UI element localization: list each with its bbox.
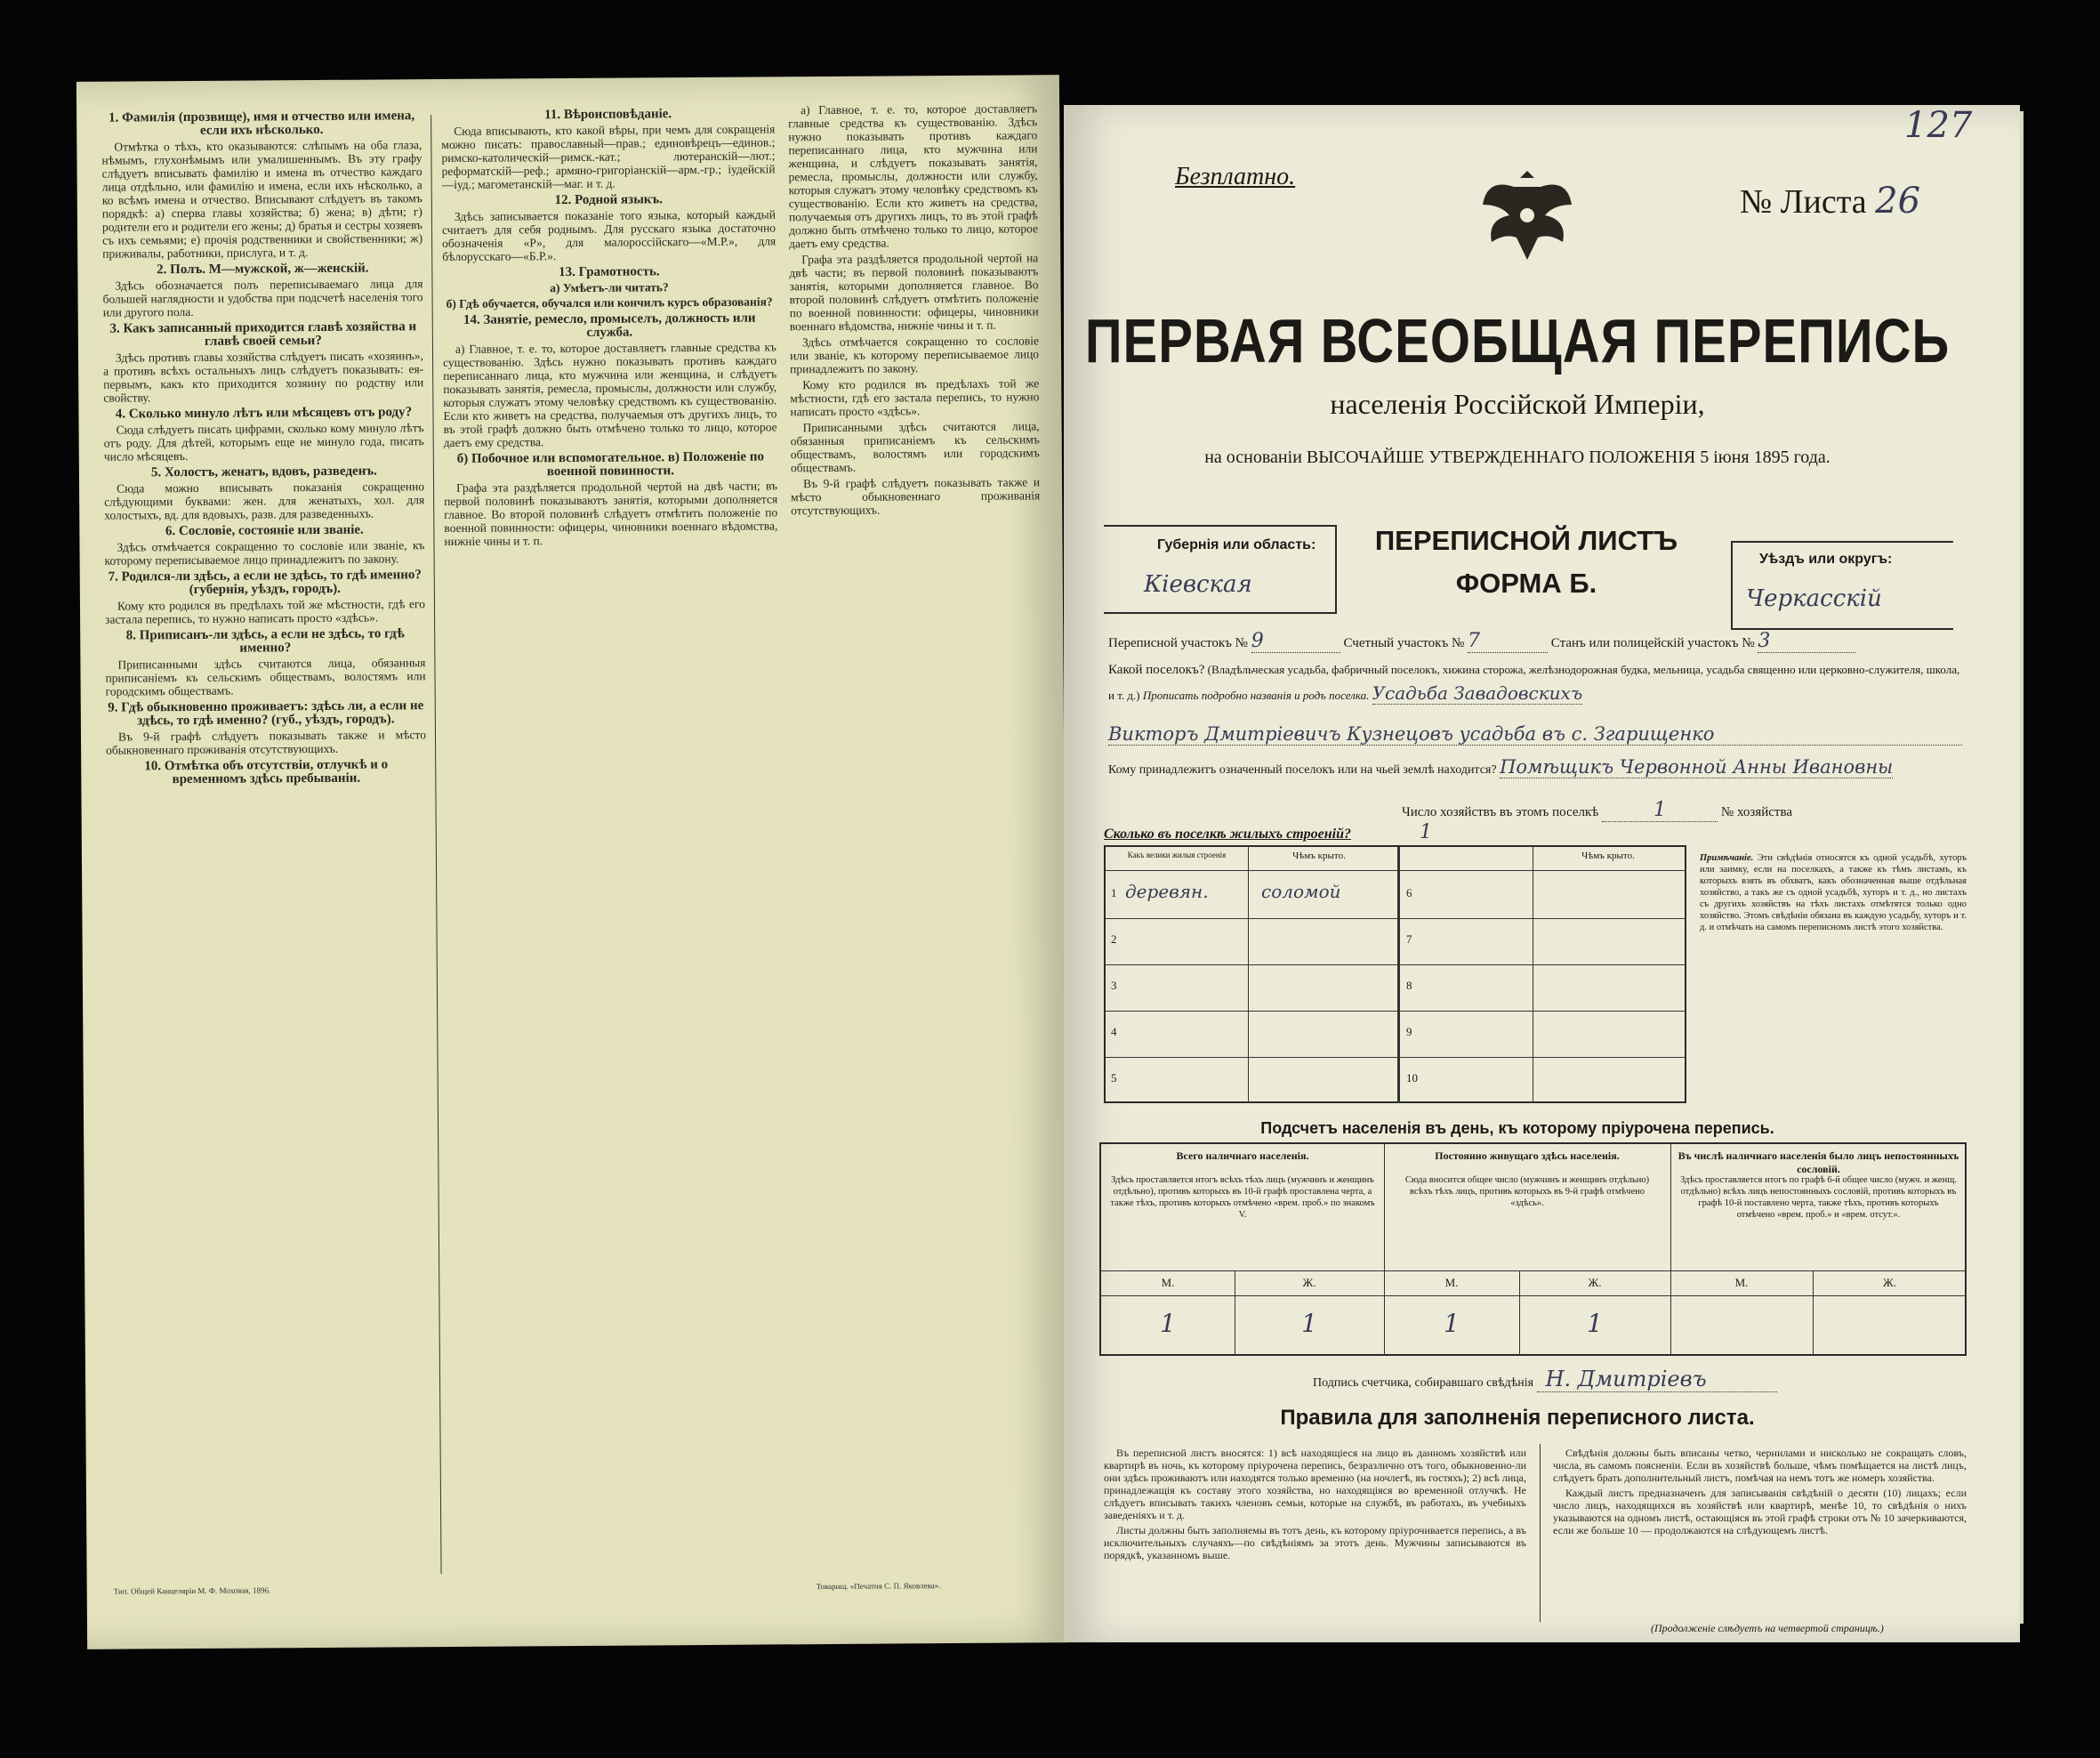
section-text: Здѣсь противъ главы хозяйства слѣдуетъ писать «хозяинъ», а противъ всѣхъ остальныхъ лицъ слѣдуетъ показывать: ея-первымъ, какъ кто приходится хозяину по родству или свойству. [103,349,424,405]
section-text: Въ 9-й графѣ слѣдуетъ показывать также и мѣсто обыкновеннаго проживанія отсутствующихъ. [106,728,427,757]
rules-right-text: Свѣдѣнія должны быть вписаны четко, чернилами и нисколько не сокращать словъ, числа, въ самомъ поясненіи. Если въ хозяйствѣ больше, чѣмъ помѣщается на листѣ лицъ, слѣдуетъ брать дополнительный листъ, помѣчая на немъ тотъ же номеръ хозяйства. [1553,1447,1967,1484]
section-heading: б) Побочное или вспомогательное. в) Положеніе по военной повинности. [456,449,765,480]
tally-col-title: Постоянно живущаго здѣсь населенія. [1435,1149,1620,1162]
section-heading: 10. Отмѣтка объ отсутствіи, отлучкѣ и о временномъ здѣсь пребываніи. [144,757,389,787]
col3-text-5: Приписанными здѣсь считаются лица, обязанныя приписаніемъ къ сельскимъ обществамъ, волостямъ или городскимъ обществамъ. [790,419,1040,475]
building-row-number: 1 [1111,886,1117,899]
uezd-box [1731,541,1953,630]
rules-left-column [1104,1447,1526,1625]
households-label: Число хозяйствъ въ этомъ поселкѣ [1402,805,1599,819]
rules-left-text: Въ переписной листъ вносятся: 1) всѣ находящіеся на лицо въ данномъ хозяйствѣ или квартирѣ въ ночь, къ которому пріурочена перепись, безразлично отъ того, обыкновенно-ли они здѣсь проживаютъ или находятся только временно (на ночлегѣ, въ гостяхъ); 2) всѣ лица, принадлежащія къ составу этого хозяйства, но находящіяся во временной отлучкѣ. Не слѣдуетъ вписывать такихъ членовъ семьи, которые на службѣ, въ работахъ, въ учебныхъ заведеніяхъ и т. д. [1104,1447,1526,1521]
column-divider [430,115,441,1574]
tally-col-title: Всего наличнаго населенія. [1176,1149,1309,1162]
building-row-number: 5 [1111,1071,1117,1085]
footer-left: Тип. Общей Канцеляріи М. Ф. Моховая, 1896. [113,1585,271,1596]
section-heading: 2. Полъ. М—мужской, ж—женскій. [157,261,369,278]
owner-value: Помѣщикъ Червонной Анны Ивановны [1500,756,1894,778]
building-row-number-right: 7 [1406,932,1412,946]
sheet-label: № Листа [1740,183,1867,221]
rules-right-text-2: Каждый листъ предназначенъ для записыванія свѣдѣній о десяти (10) лицахъ; если число лицъ, находящихся въ хозяйствѣ или квартирѣ, менѣе 10, то свѣдѣнія о нихъ указываются на одномъ листѣ, остающіяся въ этой графѣ строки отъ № 10 зачеркиваются, если же больше 10 — продолжаются на слѣдующемъ листѣ. [1553,1487,1967,1536]
section-text: Здѣсь обозначается полъ переписываемаго лица для большей наглядности и удобства при подсчетѣ населенія того или другого пола. [102,277,423,319]
settlement-hint2: Прописать подробно названія и родъ поселка. [1142,689,1370,702]
building-row-number-right: 8 [1406,979,1412,992]
tally-col-desc: Здѣсь проставляется итогъ всѣхъ тѣхъ лицъ (мужчинъ и женщинъ отдѣльно), противъ которыхъ въ 10-й графѣ проставлена черта, а также тѣхъ, противъ которыхъ отмѣчено «врем. проб.» по знакомъ V. [1110,1175,1375,1220]
buildings-table [1104,845,1686,1103]
settlement-label: Какой поселокъ? [1108,663,1205,677]
section-text: Здѣсь записывается показаніе того языка, который каждый считаетъ для себя роднымъ. Для русскаго языка достаточно обозначенія «Р», для малороссійскаго—«М.Р.», для бѣлорусскаго—«Б.Р.». [441,207,776,264]
gubernia-value: Кіевская [1144,571,1252,598]
building-material: деревян. [1125,881,1209,902]
section-heading: 11. Вѣроисповѣданіе. [544,107,672,123]
form-basis: на основаніи ВЫСОЧАЙШЕ УТВЕРЖДЕННАГО ПОЛОЖЕНІЯ 5 іюня 1895 года. [1204,448,1830,467]
uezd-value: Черкасскій [1746,585,1882,612]
settlement-value: Усадьба Завадовскихъ [1372,682,1583,704]
col3-text-2: Графа эта раздѣляется продольной чертой на двѣ части; въ первой половинѣ показываютъ занятія, которыми дополняется главное. Во второй половинѣ слѣдуетъ отмѣтить положеніе по военной повинности: офицеры, чиновники военнаго вѣдомства, нижніе чины и т. п. [789,251,1039,334]
col1-sections [101,109,426,786]
form-subtitle: населенія Россійской Имперіи, [1330,388,1705,420]
building-row-number: 2 [1111,932,1117,946]
col3-text-6: Въ 9-й графѣ слѣдуетъ показывать также и мѣсто обыкновеннаго проживанія отсутствующихъ. [791,475,1041,518]
section-heading: 5. Холостъ, женатъ, вдовъ, разведенъ. [150,464,377,480]
tally-sex-label: М. [1161,1276,1175,1289]
footer-right: Товарищ. «Печатня С. П. Яковлева». [816,1581,941,1592]
building-roof: соломой [1261,881,1341,902]
rules-title: Правила для заполненія переписного листа. [1280,1406,1755,1430]
signature-value: Н. Дмитріевъ [1537,1367,1777,1392]
sheet-number-label [1740,181,1920,222]
household-no-label: № хозяйства [1720,805,1793,819]
census-district-value: 9 [1251,630,1340,653]
form-title: ПЕРВАЯ ВСЕОБЩАЯ ПЕРЕПИСЬ [1084,306,1951,376]
building-row-number-right: 9 [1406,1025,1412,1038]
left-column-2 [441,103,785,1574]
section-text: Сюда слѣдуетъ писать цифрами, сколько кому минуло лѣтъ отъ роду. Для дѣтей, которымъ еще не минуло года, писать число мѣсяцевъ. [103,421,424,464]
section-heading: 1. Фамилія (прозвище), имя и отчество или имена, если ихъ нѣсколько. [109,109,415,138]
section-heading: 12. Родной языкъ. [554,192,664,208]
buildings-header-left-2: Чѣмъ крыто. [1292,851,1346,861]
section-text: Кому кто родился въ предѣлахъ той же мѣстности, гдѣ его застала перепись, то нужно написать просто «здѣсь». [105,597,426,626]
households-row [1402,799,1971,822]
left-page [76,75,1070,1649]
buildings-label: Сколько въ поселкѣ жилыхъ строеній? [1104,827,1351,842]
stan-value: 3 [1758,630,1855,653]
tally-value: 1 [1301,1309,1317,1338]
households-value: 1 [1602,799,1718,822]
right-page [1064,105,2020,1642]
left-column-3 [788,101,1047,1491]
col3-text-3: Здѣсь отмѣчается сокращенно то сословіе или званіе, къ которому переписываемое лицо принадлежитъ по закону. [789,334,1040,376]
rules-divider [1540,1444,1541,1622]
table-row-line [1106,1011,1686,1012]
col3-text-4: Кому кто родился въ предѣлахъ той же мѣстности, гдѣ его застала перепись, то нужно написать просто «здѣсь». [790,376,1040,419]
districts-row [1108,630,1962,653]
section-text: Приписанными здѣсь считаются лица, обязанныя приписаніемъ къ сельскимъ обществамъ, волостямъ или городскимъ обществамъ. [105,656,426,698]
col2-sections [441,107,777,548]
form-name: ФОРМА Б. [1455,568,1597,599]
page-number: 127 [1904,105,1973,146]
section-heading: 8. Приписанъ-ли здѣсь, а если не здѣсь, то гдѣ именно? [125,626,405,656]
tally-value: 1 [1444,1309,1460,1338]
left-column-1 [101,106,432,1576]
tally-value: 1 [1587,1309,1603,1338]
buildings-header-right-2: Чѣмъ крыто. [1581,851,1635,861]
buildings-value: 1 [1420,821,1432,843]
table-header-line [1106,870,1686,871]
note-text: Эти свѣдѣнія относятся къ одной усадьбѣ, хуторъ или заимку, если на поселкахъ, а также къ тѣмъ листамъ, къ которыхъ взять въ обхватъ, какъ обозначенная выше отдѣльная хозяйство, а такъ же съ одной усадьбѣ, хуторъ и т. д., но листахъ съ другихъ хозяйствъ на тѣхъ листахъ отмѣтятся только одно хозяйство. Этомъ свѣдѣніи обязана въ каждую усадьбу, хуторъ и т. д. и отмѣчать на самомъ переписномъ листѣ этого хозяйства. [1700,853,1967,932]
literacy-subheading: б) Гдѣ обучается, обучался или кончилъ курсъ образованія? [446,294,773,310]
section-heading: 13. Грамотность. [559,264,660,280]
col3-text-1: а) Главное, т. е. то, которое доставляетъ главные средства къ существованію. Здѣсь нужно показывать противъ каждаго переписаннаго лица, кто мужчина или женщина, и слѣдуетъ показывать занятія, ремесла, промыслы, должности или службу, которыя служатъ этому человѣку средствомъ къ существованію. Если кто живетъ на средства, получаемыя отъ другихъ лицъ, то въ этой графѣ должно быть отмѣчено только то лицо, которое даетъ ему средства. [788,101,1039,251]
census-district-label: Переписной участокъ № [1108,636,1248,650]
table-row-line [1106,1057,1686,1058]
table-split [1397,847,1400,1103]
tally-col-desc: Здѣсь проставляется итогъ по графѣ 6-й общее число (мужч. и женщ. отдѣльно) всѣхъ лицъ непостоянныхъ сословій, противъ которыхъ въ графѣ 10-й поставлено черта, также тѣхъ, противъ которыхъ отмѣчено «врем. проб.» и «врем. отсут.». [1680,1175,1957,1220]
owner-row [1108,754,1962,783]
owner-label: Кому принадлежитъ означенный поселокъ или на чьей землѣ находится? [1108,763,1497,777]
building-row-number: 3 [1111,979,1117,992]
tally-line [1101,1295,1967,1296]
section-text: Графа эта раздѣляется продольной чертой на двѣ части; въ первой половинѣ показываютъ занятія, которыми дополняется главное. Во второй половинѣ слѣдуетъ отмѣтить положеніе по военной повинности: офицеры, чиновники военнаго вѣдомства, нижніе чины и т. п. [444,479,778,549]
signature-label: Подпись счетчика, собиравшаго свѣдѣнія [1313,1376,1534,1390]
tally-col-desc: Сюда вносится общее число (мужчинъ и женщинъ отдѣльно) всѣхъ тѣхъ лицъ, противъ которыхъ въ 9-й графѣ отмѣчено «здѣсь». [1404,1175,1650,1208]
tally-sex-label: Ж. [1588,1276,1602,1289]
table-row-line [1106,918,1686,919]
building-row-number-right: 6 [1406,886,1412,899]
section-heading: 6. Сословіе, состояніе или званіе. [165,522,364,539]
tally-sex-label: Ж. [1302,1276,1316,1289]
note-block [1700,852,1967,933]
eagle-emblem-icon [1478,160,1576,267]
uezd-label: Уѣздъ или округъ: [1759,552,1893,567]
gubernia-label: Губернія или область: [1157,537,1316,552]
section-text: Сюда вписывають, кто какой вѣры, при чемъ для сокращенія можно писать: православный—прав.; единовѣрецъ—единов.; римско-католическій—римск.-кат.; лютеранскій—лют.; реформатскій—реф.; армяно-григоріанскій—арм.-гр.; іудейскій—іуд.; магометанскій—маг. и т. д. [441,122,776,192]
stan-label: Станъ или полицейскій участокъ № [1550,636,1755,650]
sheet-number: 26 [1875,181,1921,222]
form-sheet-title: ПЕРЕПИСНОЙ ЛИСТЪ [1374,525,1678,556]
rules-left-text-2: Листы должны быть заполняемы въ тотъ день, къ которому пріурочивается перепись, а въ исключительныхъ случаяхъ—по свѣдѣніямъ за этотъ день. Мужчины записываются въ порядкѣ, указанномъ выше. [1104,1524,1526,1561]
section-text: Отмѣтка о тѣхъ, кто оказываются: слѣпымъ на оба глаза, нѣмымъ, глухонѣмымъ или умалишеннымъ. Въ эту графу слѣдуетъ вписывать фамилію и имена въ отчество каждаго лица отдѣльно, или фамилію и имена, если ихъ нѣсколько, а ко всѣмъ имена и отчество. Вписывают слѣдуетъ въ такомъ порядкѣ: а) сперва главы хозяйства; б) жена; в) дѣти; г) родители его и родители его жены; д) братья и сестры хозяевъ съ ихъ семьями; е) прочія родственники и свойственники; ж) приживалы, работники, прислуга, и т. д. [101,138,423,261]
table-col-line [1248,847,1249,1103]
section-heading: 4. Сколько минуло лѣтъ или мѣсяцевъ отъ роду? [115,405,413,422]
note-label: Примѣчаніе. [1700,853,1754,863]
signature-row [1313,1367,1777,1392]
literacy-subheading: а) Умѣетъ-ли читать? [550,280,669,295]
count-district-value: 7 [1468,630,1548,653]
free-stamp: Безплатно. [1175,163,1296,190]
section-text: Здѣсь отмѣчается сокращенно то сословіе или званіе, къ которому переписываемое лицо принадлежитъ по закону. [104,538,425,568]
section-heading: 9. Гдѣ обыкновенно проживаетъ: здѣсь ли, а если не здѣсь, то гдѣ именно? (губ., уѣздъ, городъ). [108,698,424,729]
section-text: а) Главное, т. е. то, которое доставляетъ главные средства къ существованію. Здѣсь нужно показывать противъ каждаго переписаннаго лица, кто мужчина или женщина, и слѣдуетъ показывать занятія, ремесла, промыслы, должности или службу, которыя служатъ этому человѣку средствомъ къ существованію. Если кто живетъ на средства, получаемыя отъ другихъ лицъ, то въ этой графѣ должно быть отмѣчено только то лицо, которое даетъ ему средства. [443,340,777,450]
section-heading: 14. Занятіе, ремесло, промыселъ, должность или служба. [463,310,756,340]
table-row-line [1106,964,1686,965]
tally-value: 1 [1160,1309,1176,1338]
tally-sex-label: М. [1734,1276,1749,1289]
tally-sex-label: Ж. [1883,1276,1896,1289]
count-district-label: Счетный участокъ № [1343,636,1465,650]
tally-col-line [1670,1144,1671,1356]
tally-sex-label: М. [1444,1276,1459,1289]
tally-col-title: Въ числѣ наличнаго населенія было лицъ непостоянныхъ сословій. [1678,1149,1959,1175]
section-text: Сюда можно вписывать показанія сокращенно слѣдующими буквами: жен. для женатыхъ, хол. для холостыхъ, вд. для вдовыхъ, разв. для разведенныхъ. [104,480,425,522]
buildings-row [1104,821,1497,843]
rules-right-column [1553,1447,1967,1616]
buildings-header-left-1: Какъ велики жилыя строенія [1127,851,1227,859]
gubernia-box [1104,525,1337,614]
building-row-number: 4 [1111,1025,1117,1038]
building-row-number-right: 10 [1406,1071,1418,1085]
section-heading: 7. Родился-ли здѣсь, а если не здѣсь, то гдѣ именно? (губернія, уѣздъ, городъ). [108,568,422,598]
section-heading: 3. Какъ записанный приходится главѣ хозяйства и главѣ своей семьи? [109,319,417,349]
settlement-value-2: Викторъ Дмитріевичъ Кузнецовъ усадьба въ с. Згарищенко [1108,723,1962,746]
continued-note: (Продолженіе слѣдуетъ на четвертой страницѣ.) [1651,1622,1884,1634]
tally-title: Подсчетъ населенія въ день, къ которому пріурочена перепись. [1260,1119,1774,1137]
settlement-row [1108,658,1962,707]
settlement-hint: (Владѣльческая усадьба, фабричный поселокъ, хижина сторожа, желѣзнодорожная будка, мельница, усадьба священно или церковно-служителя, школа, и т. д.) [1108,663,1960,702]
tally-table [1099,1142,1967,1356]
tally-line [1101,1270,1967,1271]
